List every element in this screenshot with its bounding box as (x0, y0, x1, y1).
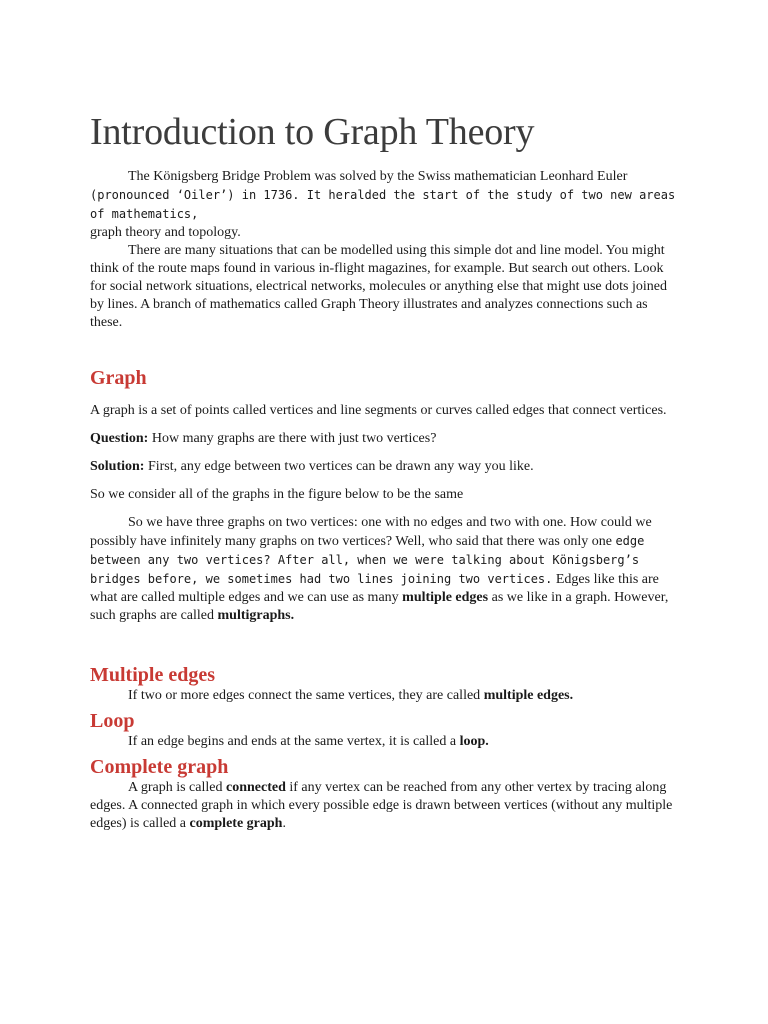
multiple-edges-term: multiple edges (402, 590, 489, 605)
intro-p1-heralded: It heralded the start of the study of two new areas of mathematics, (90, 188, 676, 221)
complete-text-a: A graph is called (128, 780, 226, 795)
graph-definition: A graph is a set of points called vertices and line segments or curves called edges that connect vertices. (90, 403, 667, 418)
consider-line: So we consider all of the graphs in the figure below to be the same (90, 487, 464, 502)
complete-graph-heading: Complete graph (90, 756, 229, 778)
multigraph-paragraph (90, 514, 680, 625)
multigraph-text-b: edge between any two vertices? After all, when we were talking about Königsberg’s bridges before, we sometimes had two lines joining two vertices. (90, 534, 645, 586)
graph-heading: Graph (90, 367, 147, 389)
multigraphs-term: multigraphs. (217, 608, 295, 623)
loop-definition (90, 733, 680, 751)
intro-paragraph-1 (90, 168, 680, 242)
complete-graph-term: complete graph (189, 816, 283, 831)
connected-term: connected (225, 780, 286, 795)
complete-text-c: . (282, 816, 286, 831)
document-page (90, 110, 680, 833)
loop-bold: loop. (459, 734, 489, 749)
multiple-edges-bold: multiple edges. (483, 688, 574, 703)
solution-line (90, 458, 680, 476)
intro-p1-line1: The Königsberg Bridge Problem was solved by the Swiss mathematician Leonhard Euler (128, 169, 628, 184)
solution-label: Solution: (90, 459, 145, 474)
multiple-edges-text: If two or more edges connect the same vertices, they are called (128, 688, 484, 703)
question-line (90, 430, 680, 448)
multiple-edges-heading: Multiple edges (90, 664, 215, 686)
intro-paragraph-2: There are many situations that can be modelled using this simple dot and line model. You might think of the route maps found in various in-flight magazines, for example. But search out others. Look for social network situations, electrical networks, molecules or anything else that might use dots joined by lines. A branch of mathematics called Graph Theory illustrates and analyzes connections such as these. (90, 243, 667, 330)
loop-heading: Loop (90, 710, 135, 732)
multigraph-text-c: Edges like this are what are called multiple edges and we can use as many (90, 572, 659, 605)
multiple-edges-definition (90, 687, 680, 705)
intro-p1-pronunciation: (pronounced ‘Oiler’) in 1736. (90, 188, 300, 202)
multigraph-text-a: So we have three graphs on two vertices: one with no edges and two with one. How could we possibly have infinitely many graphs on two vertices? Well, who said that there was only one (90, 515, 652, 549)
multigraph-text-d: as we like in a graph. However, such graphs are called (90, 590, 669, 623)
question-label: Question: (90, 431, 149, 446)
question-text: How many graphs are there with just two vertices? (148, 431, 437, 446)
solution-text: First, any edge between two vertices can be drawn any way you like. (144, 459, 534, 474)
page-title: Introduction to Graph Theory (90, 111, 535, 153)
intro-p1-line3: graph theory and topology. (90, 225, 241, 240)
complete-graph-definition (90, 779, 680, 833)
complete-text-b: if any vertex can be reached from any other vertex by tracing along edges. A connected graph in which every possible edge is drawn between vertices (without any multiple edges) is called a (90, 780, 673, 831)
loop-text: If an edge begins and ends at the same vertex, it is called a (128, 734, 460, 749)
